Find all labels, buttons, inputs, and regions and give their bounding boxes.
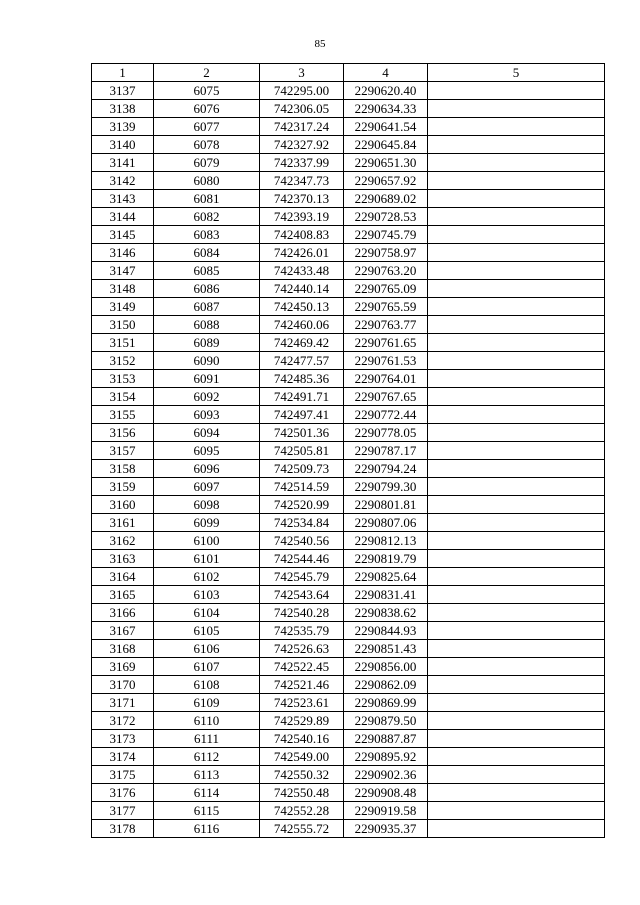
- table-cell-col-5: [428, 622, 605, 640]
- table-cell-col-1: 3142: [92, 172, 154, 190]
- table-cell-col-4: 2290765.09: [344, 280, 428, 298]
- table-cell-col-2: 6116: [154, 820, 260, 838]
- table-cell-col-5: [428, 424, 605, 442]
- table-cell-col-1: 3139: [92, 118, 154, 136]
- table-cell-col-5: [428, 172, 605, 190]
- table-row: [92, 730, 605, 748]
- table-row: [92, 766, 605, 784]
- table-cell-col-1: 3146: [92, 244, 154, 262]
- table-cell-col-3: 742505.81: [260, 442, 344, 460]
- table-cell-col-1: 3168: [92, 640, 154, 658]
- table-cell-col-3: 742491.71: [260, 388, 344, 406]
- table-row: [92, 694, 605, 712]
- table-cell-col-2: 6099: [154, 514, 260, 532]
- table-row: [92, 244, 605, 262]
- table-cell-col-5: [428, 280, 605, 298]
- table-cell-col-1: 3153: [92, 370, 154, 388]
- table-row: [92, 676, 605, 694]
- table-body: [92, 82, 605, 838]
- table-cell-col-4: 2290689.02: [344, 190, 428, 208]
- table-cell-col-2: 6097: [154, 478, 260, 496]
- table-cell-col-5: [428, 820, 605, 838]
- table-cell-col-2: 6107: [154, 658, 260, 676]
- table-row: [92, 280, 605, 298]
- table-cell-col-3: 742550.32: [260, 766, 344, 784]
- table-cell-col-4: 2290641.54: [344, 118, 428, 136]
- table-cell-col-1: 3144: [92, 208, 154, 226]
- table-cell-col-3: 742393.19: [260, 208, 344, 226]
- table-cell-col-2: 6078: [154, 136, 260, 154]
- table-cell-col-3: 742306.05: [260, 100, 344, 118]
- table-cell-col-1: 3147: [92, 262, 154, 280]
- table-cell-col-4: 2290745.79: [344, 226, 428, 244]
- table-cell-col-2: 6093: [154, 406, 260, 424]
- table-cell-col-1: 3141: [92, 154, 154, 172]
- table-cell-col-5: [428, 586, 605, 604]
- table-cell-col-3: 742440.14: [260, 280, 344, 298]
- table-cell-col-1: 3155: [92, 406, 154, 424]
- table-cell-col-1: 3166: [92, 604, 154, 622]
- table-cell-col-2: 6100: [154, 532, 260, 550]
- table-cell-col-2: 6095: [154, 442, 260, 460]
- table-cell-col-3: 742540.56: [260, 532, 344, 550]
- table-cell-col-4: 2290838.62: [344, 604, 428, 622]
- table-cell-col-5: [428, 604, 605, 622]
- table-row: [92, 622, 605, 640]
- table-cell-col-2: 6098: [154, 496, 260, 514]
- table-cell-col-4: 2290787.17: [344, 442, 428, 460]
- table-cell-col-4: 2290887.87: [344, 730, 428, 748]
- page-number: 85: [314, 38, 326, 50]
- table-row: [92, 352, 605, 370]
- table-cell-col-3: 742497.41: [260, 406, 344, 424]
- table-cell-col-3: 742555.72: [260, 820, 344, 838]
- table-cell-col-4: 2290620.40: [344, 82, 428, 100]
- table-cell-col-4: 2290869.99: [344, 694, 428, 712]
- table-cell-col-3: 742337.99: [260, 154, 344, 172]
- table-cell-col-5: [428, 478, 605, 496]
- table-cell-col-1: 3152: [92, 352, 154, 370]
- table-cell-col-3: 742295.00: [260, 82, 344, 100]
- table-cell-col-5: [428, 532, 605, 550]
- table-cell-col-4: 2290908.48: [344, 784, 428, 802]
- coordinates-table: [91, 63, 605, 838]
- table-row: [92, 100, 605, 118]
- table-cell-col-2: 6096: [154, 460, 260, 478]
- table-cell-col-2: 6110: [154, 712, 260, 730]
- table-cell-col-2: 6115: [154, 802, 260, 820]
- table-cell-col-5: [428, 136, 605, 154]
- table-cell-col-3: 742550.48: [260, 784, 344, 802]
- table-cell-col-1: 3137: [92, 82, 154, 100]
- table-cell-col-4: 2290919.58: [344, 802, 428, 820]
- table-cell-col-4: 2290819.79: [344, 550, 428, 568]
- table-cell-col-1: 3173: [92, 730, 154, 748]
- table-row: [92, 640, 605, 658]
- table-cell-col-1: 3138: [92, 100, 154, 118]
- table-cell-col-4: 2290831.41: [344, 586, 428, 604]
- table-cell-col-3: 742477.57: [260, 352, 344, 370]
- table-row: [92, 172, 605, 190]
- table-row: [92, 226, 605, 244]
- table-row: [92, 136, 605, 154]
- table-cell-col-4: 2290895.92: [344, 748, 428, 766]
- table-cell-col-2: 6105: [154, 622, 260, 640]
- table-cell-col-1: 3165: [92, 586, 154, 604]
- table-cell-col-2: 6091: [154, 370, 260, 388]
- table-cell-col-2: 6112: [154, 748, 260, 766]
- table-cell-col-2: 6080: [154, 172, 260, 190]
- table-cell-col-2: 6089: [154, 334, 260, 352]
- table-cell-col-2: 6090: [154, 352, 260, 370]
- table-cell-col-2: 6101: [154, 550, 260, 568]
- table-cell-col-5: [428, 226, 605, 244]
- table-cell-col-5: [428, 712, 605, 730]
- table-cell-col-1: 3158: [92, 460, 154, 478]
- table-cell-col-4: 2290935.37: [344, 820, 428, 838]
- table-cell-col-3: 742426.01: [260, 244, 344, 262]
- table-cell-col-5: [428, 334, 605, 352]
- table-cell-col-1: 3172: [92, 712, 154, 730]
- table-cell-col-1: 3145: [92, 226, 154, 244]
- table-cell-col-1: 3149: [92, 298, 154, 316]
- table-cell-col-3: 742469.42: [260, 334, 344, 352]
- table-cell-col-5: [428, 118, 605, 136]
- table-cell-col-5: [428, 262, 605, 280]
- table-row: [92, 496, 605, 514]
- column-header-5: 5: [428, 64, 605, 82]
- table-cell-col-5: [428, 460, 605, 478]
- table-row: [92, 316, 605, 334]
- table-row: [92, 118, 605, 136]
- table-cell-col-2: 6075: [154, 82, 260, 100]
- table-cell-col-4: 2290879.50: [344, 712, 428, 730]
- table-row: [92, 748, 605, 766]
- table-cell-col-5: [428, 442, 605, 460]
- table-cell-col-2: 6092: [154, 388, 260, 406]
- table-cell-col-1: 3162: [92, 532, 154, 550]
- table-cell-col-1: 3169: [92, 658, 154, 676]
- table-cell-col-5: [428, 298, 605, 316]
- table-cell-col-4: 2290765.59: [344, 298, 428, 316]
- table-row: [92, 82, 605, 100]
- table-cell-col-2: 6094: [154, 424, 260, 442]
- table-cell-col-5: [428, 730, 605, 748]
- table-cell-col-4: 2290844.93: [344, 622, 428, 640]
- table-cell-col-3: 742529.89: [260, 712, 344, 730]
- table-cell-col-5: [428, 154, 605, 172]
- column-header-4: 4: [344, 64, 428, 82]
- table-cell-col-2: 6076: [154, 100, 260, 118]
- table-row: [92, 658, 605, 676]
- table-cell-col-3: 742327.92: [260, 136, 344, 154]
- table-cell-col-3: 742544.46: [260, 550, 344, 568]
- table-cell-col-1: 3156: [92, 424, 154, 442]
- table-cell-col-2: 6103: [154, 586, 260, 604]
- table-header-row: [92, 64, 605, 82]
- table-cell-col-5: [428, 694, 605, 712]
- table-cell-col-4: 2290799.30: [344, 478, 428, 496]
- table-cell-col-3: 742460.06: [260, 316, 344, 334]
- table-cell-col-4: 2290728.53: [344, 208, 428, 226]
- table-cell-col-1: 3164: [92, 568, 154, 586]
- table-row: [92, 532, 605, 550]
- table-row: [92, 784, 605, 802]
- table-cell-col-3: 742523.61: [260, 694, 344, 712]
- table-cell-col-5: [428, 640, 605, 658]
- table-cell-col-1: 3178: [92, 820, 154, 838]
- table-cell-col-1: 3171: [92, 694, 154, 712]
- table-cell-col-5: [428, 676, 605, 694]
- table-cell-col-3: 742450.13: [260, 298, 344, 316]
- table-cell-col-3: 742534.84: [260, 514, 344, 532]
- table-cell-col-2: 6104: [154, 604, 260, 622]
- table-cell-col-1: 3175: [92, 766, 154, 784]
- table-row: [92, 712, 605, 730]
- table-cell-col-5: [428, 244, 605, 262]
- table-cell-col-2: 6106: [154, 640, 260, 658]
- table-row: [92, 478, 605, 496]
- table-row: [92, 190, 605, 208]
- table-cell-col-1: 3157: [92, 442, 154, 460]
- table-row: [92, 388, 605, 406]
- table-cell-col-4: 2290851.43: [344, 640, 428, 658]
- table-cell-col-5: [428, 748, 605, 766]
- table-cell-col-2: 6079: [154, 154, 260, 172]
- table-cell-col-2: 6111: [154, 730, 260, 748]
- table-cell-col-4: 2290634.33: [344, 100, 428, 118]
- table-cell-col-4: 2290807.06: [344, 514, 428, 532]
- table-cell-col-2: 6088: [154, 316, 260, 334]
- table-cell-col-2: 6102: [154, 568, 260, 586]
- table-cell-col-2: 6109: [154, 694, 260, 712]
- table-cell-col-4: 2290862.09: [344, 676, 428, 694]
- table-cell-col-4: 2290794.24: [344, 460, 428, 478]
- table-cell-col-5: [428, 208, 605, 226]
- table-cell-col-5: [428, 550, 605, 568]
- table-cell-col-5: [428, 784, 605, 802]
- table-cell-col-4: 2290772.44: [344, 406, 428, 424]
- table-cell-col-4: 2290657.92: [344, 172, 428, 190]
- table-cell-col-3: 742408.83: [260, 226, 344, 244]
- table-cell-col-5: [428, 514, 605, 532]
- table-cell-col-1: 3176: [92, 784, 154, 802]
- table-cell-col-5: [428, 406, 605, 424]
- column-header-3: 3: [260, 64, 344, 82]
- table-cell-col-4: 2290856.00: [344, 658, 428, 676]
- table-cell-col-2: 6113: [154, 766, 260, 784]
- table-cell-col-2: 6084: [154, 244, 260, 262]
- table-cell-col-3: 742521.46: [260, 676, 344, 694]
- table-cell-col-3: 742501.36: [260, 424, 344, 442]
- table-cell-col-1: 3174: [92, 748, 154, 766]
- table-cell-col-5: [428, 568, 605, 586]
- table-cell-col-3: 742540.16: [260, 730, 344, 748]
- table-row: [92, 208, 605, 226]
- table-cell-col-5: [428, 766, 605, 784]
- table-cell-col-5: [428, 370, 605, 388]
- table-row: [92, 460, 605, 478]
- table-cell-col-5: [428, 82, 605, 100]
- table-row: [92, 334, 605, 352]
- table-cell-col-3: 742520.99: [260, 496, 344, 514]
- table-row: [92, 802, 605, 820]
- table-cell-col-3: 742433.48: [260, 262, 344, 280]
- table-cell-col-3: 742370.13: [260, 190, 344, 208]
- table-cell-col-3: 742509.73: [260, 460, 344, 478]
- table-cell-col-1: 3154: [92, 388, 154, 406]
- table-row: [92, 514, 605, 532]
- table-cell-col-4: 2290778.05: [344, 424, 428, 442]
- table-row: [92, 550, 605, 568]
- table-row: [92, 442, 605, 460]
- table-cell-col-5: [428, 190, 605, 208]
- table-cell-col-4: 2290763.77: [344, 316, 428, 334]
- table-cell-col-1: 3140: [92, 136, 154, 154]
- table-cell-col-1: 3163: [92, 550, 154, 568]
- table-cell-col-1: 3151: [92, 334, 154, 352]
- table-cell-col-5: [428, 802, 605, 820]
- table-cell-col-4: 2290812.13: [344, 532, 428, 550]
- table-cell-col-4: 2290902.36: [344, 766, 428, 784]
- table-row: [92, 154, 605, 172]
- table-cell-col-2: 6087: [154, 298, 260, 316]
- table-cell-col-4: 2290761.65: [344, 334, 428, 352]
- table-cell-col-3: 742535.79: [260, 622, 344, 640]
- table-cell-col-4: 2290764.01: [344, 370, 428, 388]
- table-cell-col-2: 6085: [154, 262, 260, 280]
- table-cell-col-2: 6081: [154, 190, 260, 208]
- column-header-2: 2: [154, 64, 260, 82]
- table-cell-col-3: 742485.36: [260, 370, 344, 388]
- table-cell-col-3: 742540.28: [260, 604, 344, 622]
- column-header-1: 1: [92, 64, 154, 82]
- table-cell-col-1: 3150: [92, 316, 154, 334]
- table-cell-col-3: 742347.73: [260, 172, 344, 190]
- table-cell-col-5: [428, 316, 605, 334]
- table-cell-col-1: 3170: [92, 676, 154, 694]
- table-cell-col-1: 3177: [92, 802, 154, 820]
- table-cell-col-4: 2290645.84: [344, 136, 428, 154]
- table-row: [92, 586, 605, 604]
- table-row: [92, 820, 605, 838]
- table-cell-col-5: [428, 658, 605, 676]
- table-cell-col-4: 2290801.81: [344, 496, 428, 514]
- table-cell-col-3: 742543.64: [260, 586, 344, 604]
- table-cell-col-4: 2290825.64: [344, 568, 428, 586]
- table-cell-col-3: 742514.59: [260, 478, 344, 496]
- table-cell-col-2: 6082: [154, 208, 260, 226]
- table-cell-col-2: 6114: [154, 784, 260, 802]
- table-cell-col-3: 742552.28: [260, 802, 344, 820]
- table-cell-col-3: 742317.24: [260, 118, 344, 136]
- table-cell-col-5: [428, 496, 605, 514]
- table-row: [92, 406, 605, 424]
- table-row: [92, 424, 605, 442]
- table-cell-col-5: [428, 100, 605, 118]
- table-cell-col-3: 742545.79: [260, 568, 344, 586]
- table-cell-col-2: 6083: [154, 226, 260, 244]
- table-cell-col-4: 2290651.30: [344, 154, 428, 172]
- table-row: [92, 370, 605, 388]
- table-row: [92, 604, 605, 622]
- table-cell-col-5: [428, 352, 605, 370]
- table-cell-col-2: 6108: [154, 676, 260, 694]
- table-cell-col-4: 2290767.65: [344, 388, 428, 406]
- table-row: [92, 262, 605, 280]
- table-cell-col-1: 3159: [92, 478, 154, 496]
- table-cell-col-4: 2290761.53: [344, 352, 428, 370]
- table-cell-col-3: 742522.45: [260, 658, 344, 676]
- table-cell-col-3: 742526.63: [260, 640, 344, 658]
- table-cell-col-4: 2290758.97: [344, 244, 428, 262]
- table-cell-col-1: 3143: [92, 190, 154, 208]
- table-cell-col-2: 6077: [154, 118, 260, 136]
- table-cell-col-3: 742549.00: [260, 748, 344, 766]
- table-cell-col-1: 3167: [92, 622, 154, 640]
- table-row: [92, 568, 605, 586]
- table-cell-col-1: 3160: [92, 496, 154, 514]
- table-cell-col-1: 3148: [92, 280, 154, 298]
- table-cell-col-2: 6086: [154, 280, 260, 298]
- table-cell-col-1: 3161: [92, 514, 154, 532]
- table-cell-col-4: 2290763.20: [344, 262, 428, 280]
- table-cell-col-5: [428, 388, 605, 406]
- table-row: [92, 298, 605, 316]
